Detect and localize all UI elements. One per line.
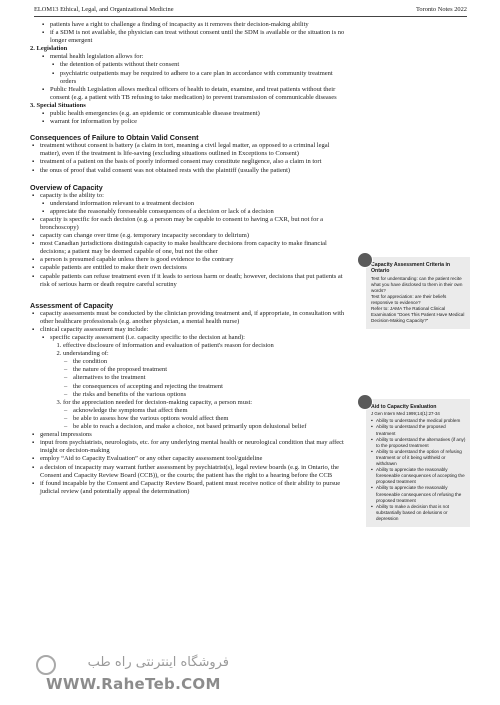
list-item: ▪ capable patients can refuse treatment even if it leads to serious harm or death; however, decisions that put patients at risk of serious harm or death require careful scrutiny — [40, 273, 350, 289]
list-item — [40, 192, 350, 216]
list-item: – acknowledge the symptoms that affect them — [73, 407, 350, 415]
sidebar-box-line: Test for appreciation: are their beliefs responsive to evidence? — [371, 293, 447, 305]
list-item: ▪ the detention of patients without their consent — [60, 61, 350, 69]
list-item: – alternatives to the treatment — [73, 374, 350, 382]
legislation-heading: 2. Legislation — [30, 45, 68, 53]
assessment-sublist — [40, 334, 350, 431]
specific-intro: specific capacity assessment (i.e. capacity specific to the decision at hand): — [50, 334, 245, 341]
list-item: ▪ capacity is specific for each decision (e.g. a person may be capable to consent to having a CXR, but not for a bronchoscopy) — [40, 216, 350, 232]
mh-sublist — [50, 61, 350, 85]
list-item — [50, 53, 350, 85]
list-item — [50, 334, 350, 431]
list-item: ▪ Public Health Legislation allows medical officers of health to detain, examine, and treat patients without their consent (e.g. a patient with TB refusing to take medication) to prevent transmission of communicable diseases — [50, 86, 350, 102]
list-item: ▪ warrant for information by police — [50, 118, 350, 126]
list-item: ▪ Ability to understand the alternatives (if any) to the proposed treatment — [376, 437, 466, 449]
overview-heading: Overview of Capacity — [30, 182, 103, 192]
list-item: ▪ Ability to understand the option of refusing treatment or of it being withheld or withdrawn — [376, 449, 466, 467]
overview-list — [30, 192, 350, 289]
list-item: ▪ if found incapable by the Consent and Capacity Review Board, patient must receive notice of their ability to pursue judicial review (and potentially appeal the determination) — [40, 480, 350, 496]
step-3-label: for the appreciation needed for decision-making capacity, a person must: — [63, 398, 253, 406]
list-item: – be able to assess how the various options would affect them — [73, 415, 350, 423]
legislation-list — [30, 53, 350, 102]
intro-list — [30, 21, 350, 45]
sidebar-box-aid-to-capacity — [366, 399, 470, 527]
step-2-label: understanding of: — [63, 350, 109, 358]
list-item: ▪ the onus of proof that valid consent was not obtained rests with the plaintiff (usually the patient) — [40, 167, 350, 175]
mh-intro: mental health legislation allows for: — [50, 53, 144, 61]
list-item: ▪ Ability to understand the proposed treatment — [376, 424, 466, 436]
main-content — [30, 21, 350, 496]
list-item: ▪ treatment without consent is battery (a claim in tort, meaning a civil legal matter, as opposed to a criminal legal matter), even if the treatment is life-saving (excluding situations outlined in Exceptions to Consent) — [40, 142, 350, 158]
list-item: ▪ most Canadian jurisdictions distinguish capacity to make healthcare decisions from capacity to make financial decisions; a patient may be deemed capable of one, but not the other — [40, 240, 350, 256]
watermark-persian-text: فروشگاه اینترنتی راه طب — [87, 655, 229, 670]
sidebar-box-line: Test for understanding: can the patient recite what you have disclosed to them in their own words? — [371, 275, 463, 293]
list-item: ▪ capacity can change over time (e.g. temporary incapacity secondary to delirium) — [40, 232, 350, 240]
list-item: ▪ understand information relevant to a treatment decision — [50, 200, 350, 208]
understanding-list — [63, 358, 350, 398]
list-item: ▪ if a SDM is not available, the physician can treat without consent until the SDM is available or the situation is no longer emergent — [50, 29, 350, 45]
assessment-list — [30, 310, 350, 496]
list-item: – be able to reach a decision, and make a choice, not based primarily upon delusional belief — [73, 423, 350, 431]
list-item: ▪ input from psychiatrists, neurologists, etc. for any underlying mental health or neurological condition that may affect insight or decision-making — [40, 439, 350, 455]
special-heading: 3. Special Situations — [30, 101, 86, 109]
sidebar-bullet-icon — [357, 394, 373, 410]
list-item: ▪ a decision of incapacity may warrant further assessment by psychiatrist(s), legal review boards (e.g. in Ontario, the Consent and Capacity Review Board (CCB)), or the courts; the patient has the right to a hearing before the CCB — [40, 464, 350, 480]
list-item: – the condition — [73, 358, 350, 366]
sidebar-box-line: Refer to: JAMA The Rational Clinical Examination “Does This Patient Have Medical Decision-Making Capacity?” — [371, 306, 465, 324]
list-item: ▪ Ability to make a decision that is not substantially based on delusions or depression — [376, 504, 466, 522]
header-book-title: Toronto Notes 2022 — [415, 6, 467, 13]
list-item: ▪ general impressions — [40, 431, 350, 439]
appreciation-list — [63, 407, 350, 431]
list-item: ▪ a person is presumed capable unless there is good evidence to the contrary — [40, 256, 350, 264]
list-item: ▪ Ability to understand the medical problem — [376, 418, 466, 424]
list-item: ▪ Ability to appreciate the reasonably foreseeable consequences of accepting the proposed treatment — [376, 467, 466, 485]
step-item: 1. effective disclosure of information and evaluation of patient's reason for decision — [63, 342, 350, 350]
list-item: – the risks and benefits of the various options — [73, 391, 350, 399]
page-header — [34, 4, 467, 17]
sidebar-box-capacity-criteria — [366, 257, 470, 329]
list-item: – the nature of the proposed treatment — [73, 366, 350, 374]
list-item: ▪ public health emergencies (e.g. an epidemic or communicable disease treatment) — [50, 110, 350, 118]
sidebar-box-list — [371, 418, 466, 522]
assessment-steps — [50, 342, 350, 431]
list-item: ▪ capacity assessments must be conducted by the clinician providing treatment and, if appropriate, in consultation with other healthcare professionals (e.g. another physician, a mental health nurse) — [40, 310, 350, 326]
watermark-url: WWW.RaheTeb.COM — [46, 675, 221, 693]
list-item: ▪ treatment of a patient on the basis of poorly informed consent may constitute negligence, also a claim in tort — [40, 158, 350, 166]
list-item: ▪ psychiatric outpatients may be required to adhere to a care plan in accordance with community treatment orders — [60, 70, 350, 86]
consequences-list — [30, 142, 350, 174]
list-item — [40, 326, 350, 431]
sidebar-box-title: Aid to Capacity Evaluation — [371, 404, 437, 410]
sidebar-bullet-icon — [357, 252, 373, 268]
assessment-include: clinical capacity assessment may include: — [40, 325, 149, 333]
watermark-logo-icon — [36, 655, 56, 675]
list-item: – the consequences of accepting and rejecting the treatment — [73, 383, 350, 391]
list-item: ▪ employ “Aid to Capacity Evaluation” or any other capacity assessment tool/guideline — [40, 455, 350, 463]
step-item — [63, 350, 350, 399]
overview-sublist — [40, 200, 350, 216]
sidebar-box-title: Capacity Assessment Criteria in Ontario — [371, 262, 451, 275]
assessment-heading: Assessment of Capacity — [30, 300, 114, 310]
step-item — [63, 399, 350, 431]
list-item: ▪ capable patients are entitled to make their own decisions — [40, 264, 350, 272]
watermark — [46, 655, 235, 695]
list-item: ▪ Ability to appreciate the reasonably foreseeable consequences of refusing the proposed treatment — [376, 485, 466, 503]
list-item: ▪ patients have a right to challenge a finding of incapacity as it removes their decision-making ability — [50, 21, 350, 29]
list-item: ▪ appreciate the reasonably foreseeable consequences of a decision or lack of a decision — [50, 208, 350, 216]
special-list — [30, 110, 350, 126]
header-chapter-title: ELOM13 Ethical, Legal, and Organizational Medicine — [34, 6, 174, 13]
overview-intro: capacity is the ability to: — [40, 191, 104, 199]
sidebar-box-reference: J Gen Intern Med 1999;14(1):27-34 — [371, 411, 440, 417]
consequences-heading: Consequences of Failure to Obtain Valid Consent — [30, 133, 199, 143]
